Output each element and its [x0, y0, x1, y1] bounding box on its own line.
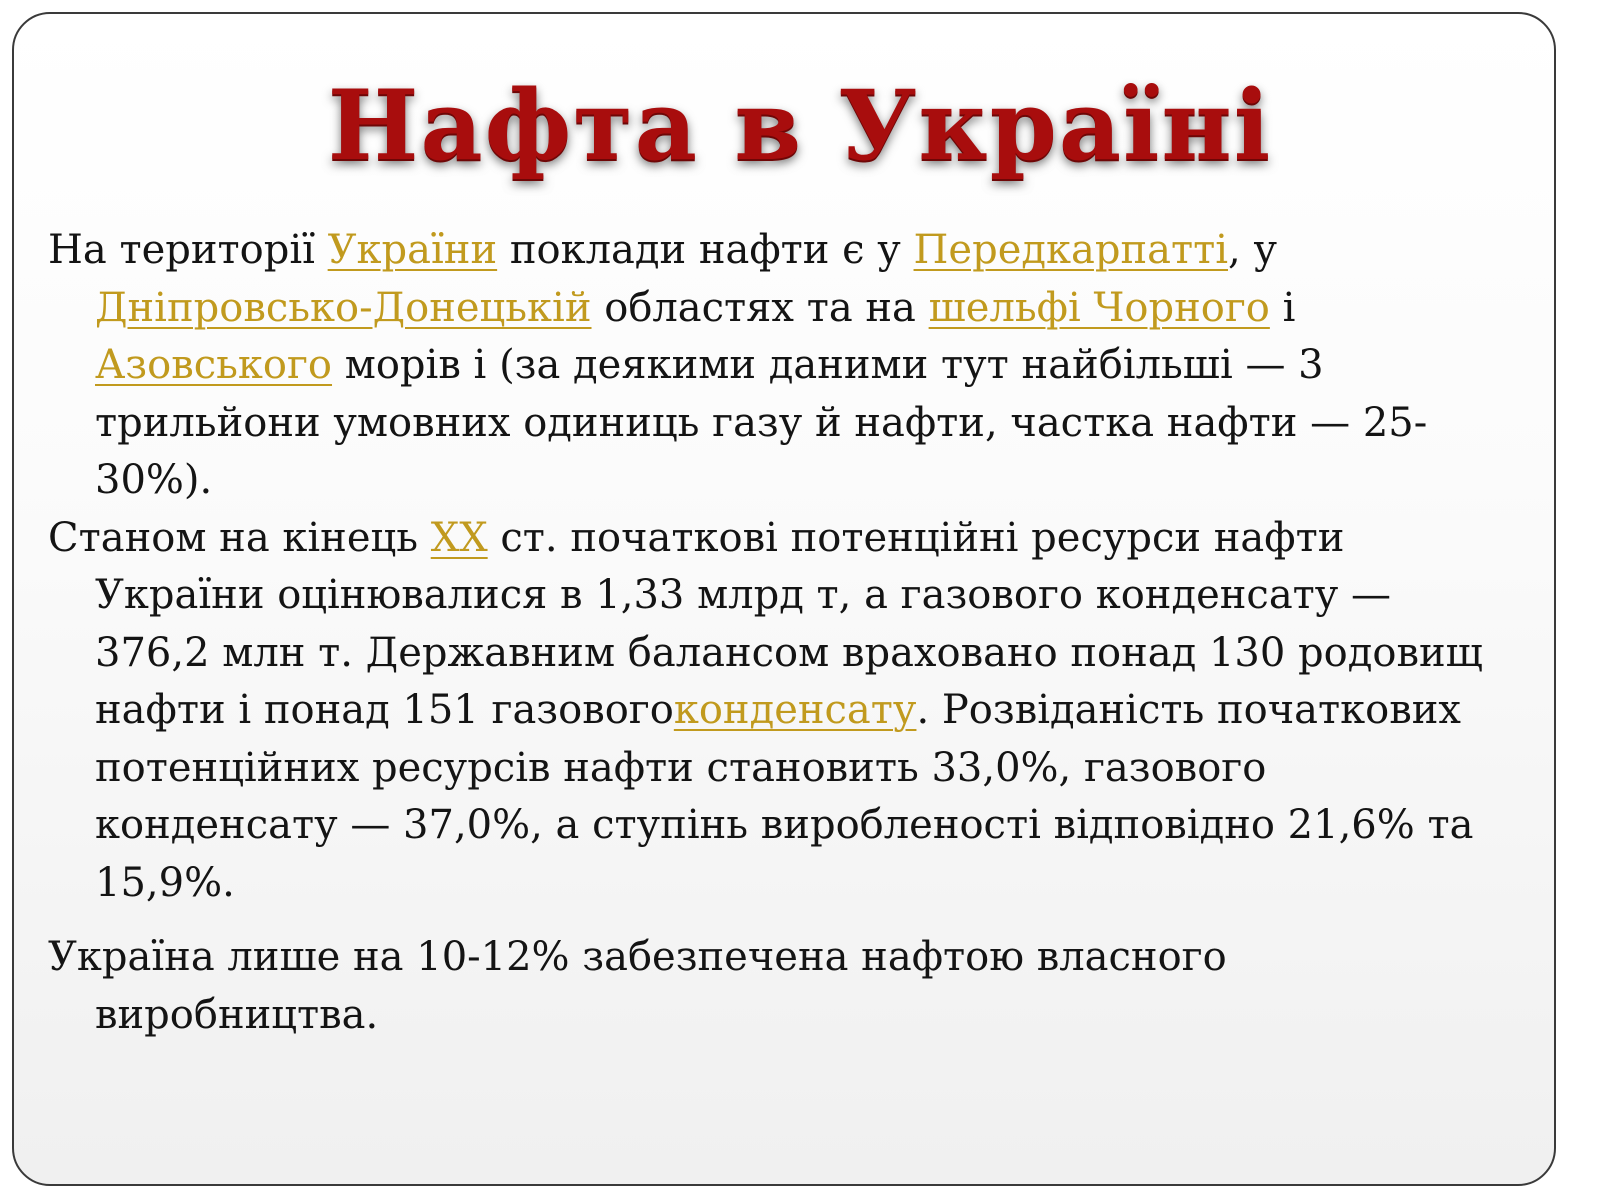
- link-carpathian[interactable]: Передкарпатті: [913, 227, 1229, 273]
- link-ukraine[interactable]: України: [327, 227, 498, 273]
- paragraph-continuation: [48, 510, 1518, 913]
- link-azov[interactable]: Азовського: [95, 342, 333, 388]
- text-run: ст. початкові потенційні ресурси нафти України оцінювалися в 1,33 млрд т, а газового конденсату — 376,2 млн т. Державним балансом враховано понад 130 родовищ нафти і понад 151 газового: [95, 514, 1483, 733]
- paragraph-oil-deposits: [48, 222, 1518, 912]
- paragraph-self-sufficiency: Україна лише на 10-12% забезпечена нафтою власного виробництва.: [48, 934, 1227, 1038]
- slide-content: [48, 222, 1518, 1044]
- link-condensate[interactable]: конденсату: [673, 687, 917, 733]
- text-run: . Розвіданість початкових потенційних ресурсів нафти становить 33,0%, газового конденсату — 37,0%, а ступінь виробленості відповідно 21,6% та 15,9%.: [95, 687, 1474, 906]
- link-dnieper-donets[interactable]: Дніпровсько-Донецькій: [95, 284, 592, 331]
- text-run: , у: [1228, 227, 1277, 273]
- link-shelf-black-sea[interactable]: шельфі Чорного: [928, 284, 1270, 331]
- slide-title: Нафта в Україні: [327, 69, 1273, 182]
- text-run: і: [1269, 284, 1296, 331]
- text-run: На території: [48, 227, 328, 273]
- text-run: поклади нафти є у: [497, 227, 914, 273]
- link-20th-century[interactable]: XX: [430, 514, 488, 561]
- text-run: Станом на кінець: [48, 514, 431, 561]
- text-run: морів і (за деякими даними тут найбільші — 3 трильйони умовних одиниць газу й нафти, частка нафти — 25-30%).: [95, 342, 1428, 503]
- text-run: областях та на: [591, 284, 929, 331]
